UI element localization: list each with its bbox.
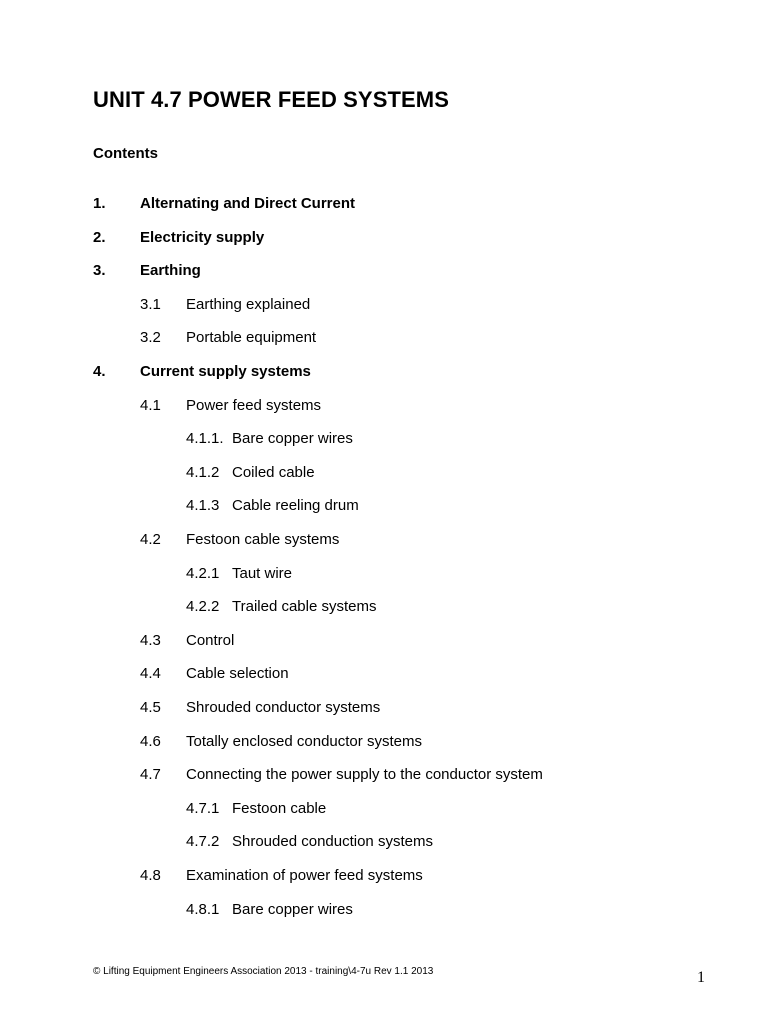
toc-entry-title: Shrouded conductor systems	[186, 699, 381, 716]
toc-entry-number: 4.2.1	[186, 565, 220, 582]
page-number: 1	[697, 969, 705, 986]
toc-entry-title: Power feed systems	[186, 397, 322, 414]
toc-entry-title: Electricity supply	[140, 229, 265, 246]
toc-entry-number: 4.3	[140, 632, 161, 649]
toc-entry-number: 3.	[93, 262, 106, 279]
toc-entry-number: 4.7	[140, 766, 161, 783]
toc-entry-title: Festoon cable systems	[186, 531, 340, 548]
toc-entry-title: Trailed cable systems	[232, 598, 377, 615]
toc-entry-title: Cable selection	[186, 665, 289, 682]
toc-entry-title: Portable equipment	[186, 329, 317, 346]
toc-entry-title: Shrouded conduction systems	[232, 833, 433, 850]
toc-entry-number: 4.2.2	[186, 598, 220, 615]
toc-entry-number: 4.1	[140, 397, 161, 414]
toc-entry-number: 4.1.2	[186, 464, 220, 481]
toc-entry-title: Totally enclosed conductor systems	[186, 733, 422, 750]
toc-entry-number: 3.2	[140, 329, 161, 346]
toc-entry-title: Current supply systems	[140, 363, 311, 380]
toc-entry-number: 4.7.1	[186, 800, 220, 817]
toc-entry-title: Alternating and Direct Current	[140, 195, 356, 212]
toc-entry-title: Connecting the power supply to the conductor system	[186, 766, 543, 783]
toc-entry-title: Coiled cable	[232, 464, 315, 481]
contents-heading: Contents	[93, 145, 158, 162]
toc-entry-number: 4.8.1	[186, 901, 220, 918]
toc-entry-title: Taut wire	[232, 565, 293, 582]
toc-entry-title: Earthing	[140, 262, 201, 279]
toc-entry-title: Bare copper wires	[232, 430, 353, 447]
toc-entry-number: 4.7.2	[186, 833, 220, 850]
toc-entry-number: 2.	[93, 229, 106, 246]
toc-entry-number: 4.	[93, 363, 106, 380]
toc-entry-number: 4.6	[140, 733, 161, 750]
toc-entry-number: 4.1.3	[186, 497, 220, 514]
toc-entry-number: 4.8	[140, 867, 161, 884]
toc-entry-title: Earthing explained	[186, 296, 311, 313]
toc-entry-number: 1.	[93, 195, 106, 212]
page-title: UNIT 4.7 POWER FEED SYSTEMS	[93, 87, 449, 112]
toc-entry-number: 4.1.1.	[186, 430, 224, 447]
toc-entry-title: Control	[186, 632, 235, 649]
toc-entry-number: 4.2	[140, 531, 161, 548]
toc-entry-number: 3.1	[140, 296, 161, 313]
toc-entry-number: 4.4	[140, 665, 161, 682]
toc-entry-number: 4.5	[140, 699, 161, 716]
footer-copyright: © Lifting Equipment Engineers Association 2013 - training\4-7u Rev 1.1 2013	[93, 966, 434, 977]
toc-entry-title: Festoon cable	[232, 800, 327, 817]
toc-entry-title: Bare copper wires	[232, 901, 353, 918]
toc-entry-title: Cable reeling drum	[232, 497, 359, 514]
toc-entry-title: Examination of power feed systems	[186, 867, 423, 884]
